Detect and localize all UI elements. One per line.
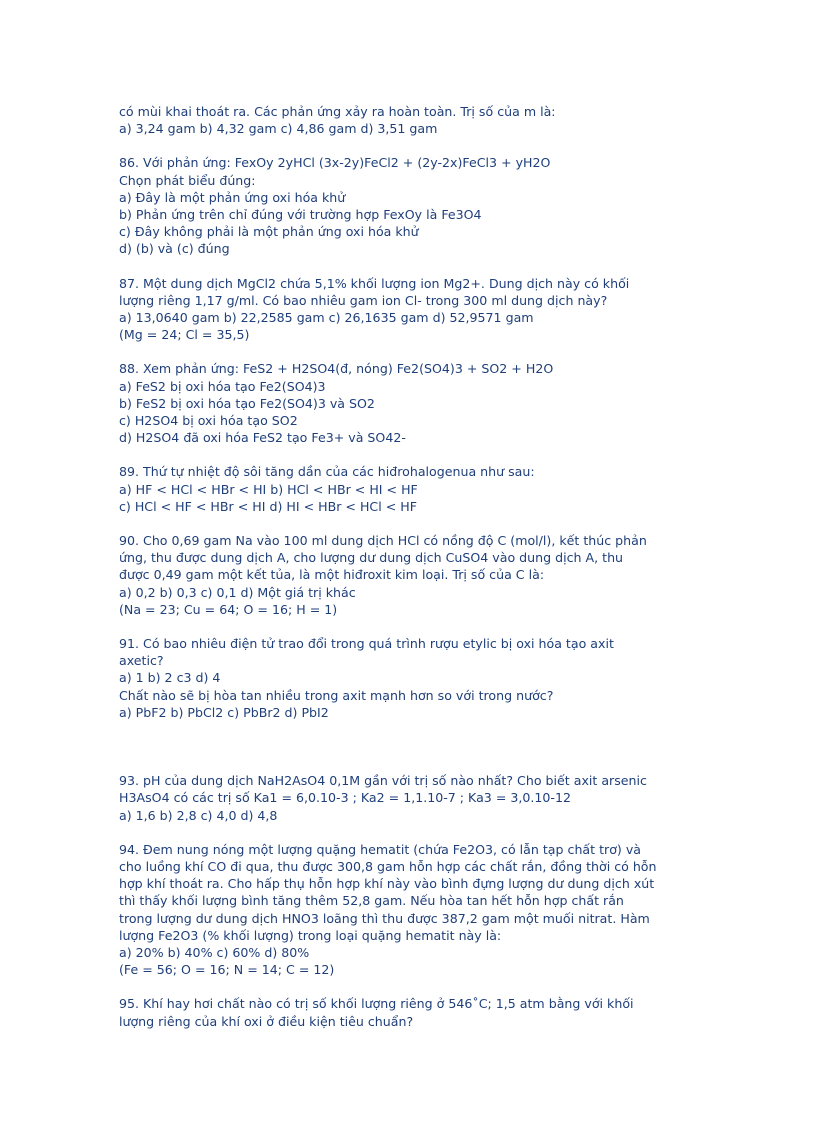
text-line: cho luồng khí CO đi qua, thu được 300,8 gam hỗn hợp các chất rắn, đồng thời có hỗn <box>119 858 657 874</box>
text-line: d) H2SO4 đã oxi hóa FeS2 tạo Fe3+ và SO42- <box>119 430 406 446</box>
text-line: a) 1,6 b) 2,8 c) 4,0 d) 4,8 <box>119 807 278 823</box>
question-q86 <box>119 154 719 257</box>
text-line: H3AsO4 có các trị số Ka1 = 6,0.10-3 ; Ka2 = 1,1.10-7 ; Ka3 = 3,0.10-12 <box>119 790 572 806</box>
text-line: hợp khí thoát ra. Cho hấp thụ hỗn hợp khí này vào bình đựng lượng dư dung dịch xút <box>119 876 655 892</box>
text-line: thì thấy khối lượng bình tăng thêm 52,8 gam. Nếu hòa tan hết hỗn hợp chất rắn <box>119 893 624 909</box>
question-list <box>119 103 719 1047</box>
text-line: a) 0,2 b) 0,3 c) 0,1 d) Một giá trị khác <box>119 584 356 600</box>
text-line: 90. Cho 0,69 gam Na vào 100 ml dung dịch HCl có nồng độ C (mol/l), kết thúc phản <box>119 533 647 549</box>
text-line: c) Đây không phải là một phản ứng oxi hóa khử <box>119 224 419 240</box>
text-line: trong lượng dư dung dịch HNO3 loãng thì thu được 387,2 gam một muối nitrat. Hàm <box>119 910 650 926</box>
text-line: a) 13,0640 gam b) 22,2585 gam c) 26,1635 gam d) 52,9571 gam <box>119 310 534 326</box>
text-line: c) H2SO4 bị oxi hóa tạo SO2 <box>119 413 298 429</box>
text-line: b) Phản ứng trên chỉ đúng với trường hợp FexOy là Fe3O4 <box>119 207 482 223</box>
question-q88 <box>119 360 719 446</box>
question-q90 <box>119 532 719 618</box>
question-q85-end <box>119 103 719 137</box>
text-line: a) 3,24 gam b) 4,32 gam c) 4,86 gam d) 3,51 gam <box>119 121 438 137</box>
text-line: a) FeS2 bị oxi hóa tạo Fe2(SO4)3 <box>119 378 326 394</box>
question-q87 <box>119 275 719 344</box>
text-line: b) FeS2 bị oxi hóa tạo Fe2(SO4)3 và SO2 <box>119 395 375 411</box>
text-line: lượng riêng của khí oxi ở điều kiện tiêu chuẩn? <box>119 1013 414 1029</box>
question-q89 <box>119 463 719 515</box>
text-line: có mùi khai thoát ra. Các phản ứng xảy ra hoàn toàn. Trị số của m là: <box>119 104 556 119</box>
text-line: a) 20% b) 40% c) 60% d) 80% <box>119 944 310 960</box>
text-line: a) 1 b) 2 c3 d) 4 <box>119 670 221 686</box>
text-line: c) HCl < HF < HBr < HI d) HI < HBr < HCl < HF <box>119 498 418 514</box>
text-line: 89. Thứ tự nhiệt độ sôi tăng dần của các hiđrohalogenua như sau: <box>119 464 535 480</box>
text-line: được 0,49 gam một kết tủa, là một hiđroxit kim loại. Trị số của C là: <box>119 567 545 583</box>
text-line: 91. Có bao nhiêu điện tử trao đổi trong quá trình rượu etylic bị oxi hóa tạo axit <box>119 636 614 652</box>
text-line: a) Đây là một phản ứng oxi hóa khử <box>119 189 346 205</box>
text-line: (Fe = 56; O = 16; N = 14; C = 12) <box>119 962 335 978</box>
text-line: 86. Với phản ứng: FexOy 2yHCl (3x-2y)FeCl2 + (2y-2x)FeCl3 + yH2O <box>119 155 551 171</box>
text-line: 87. Một dung dịch MgCl2 chứa 5,1% khối lượng ion Mg2+. Dung dịch này có khối <box>119 275 630 291</box>
text-line: 94. Đem nung nóng một lượng quặng hematit (chứa Fe2O3, có lẫn tạp chất trơ) và <box>119 841 641 857</box>
question-q95 <box>119 995 719 1029</box>
text-line: 93. pH của dung dịch NaH2AsO4 0,1M gần với trị số nào nhất? Cho biết axit arsenic <box>119 773 647 789</box>
text-line: 88. Xem phản ứng: FeS2 + H2SO4(đ, nóng) Fe2(SO4)3 + SO2 + H2O <box>119 361 554 377</box>
text-line: axetic? <box>119 653 164 669</box>
text-line: a) PbF2 b) PbCl2 c) PbBr2 d) PbI2 <box>119 704 329 720</box>
spacer <box>119 738 719 772</box>
text-line: Chọn phát biểu đúng: <box>119 172 256 188</box>
text-line: (Na = 23; Cu = 64; O = 16; H = 1) <box>119 601 338 617</box>
question-q94 <box>119 841 719 979</box>
question-q93 <box>119 772 719 824</box>
question-q91 <box>119 635 719 721</box>
text-line: d) (b) và (c) đúng <box>119 241 230 257</box>
text-line: Chất nào sẽ bị hòa tan nhiều trong axit mạnh hơn so với trong nước? <box>119 687 554 703</box>
text-line: lượng Fe2O3 (% khối lượng) trong loại quặng hematit này là: <box>119 927 502 943</box>
text-line: a) HF < HCl < HBr < HI b) HCl < HBr < HI < HF <box>119 481 418 497</box>
text-line: (Mg = 24; Cl = 35,5) <box>119 327 250 343</box>
text-line: 95. Khí hay hơi chất nào có trị số khối lượng riêng ở 546˚C; 1,5 atm bằng với khối <box>119 996 634 1012</box>
text-line: lượng riêng 1,17 g/ml. Có bao nhiêu gam ion Cl- trong 300 ml dung dịch này? <box>119 292 608 308</box>
text-line: ứng, thu được dung dịch A, cho lượng dư dung dịch CuSO4 vào dung dịch A, thu <box>119 550 624 566</box>
